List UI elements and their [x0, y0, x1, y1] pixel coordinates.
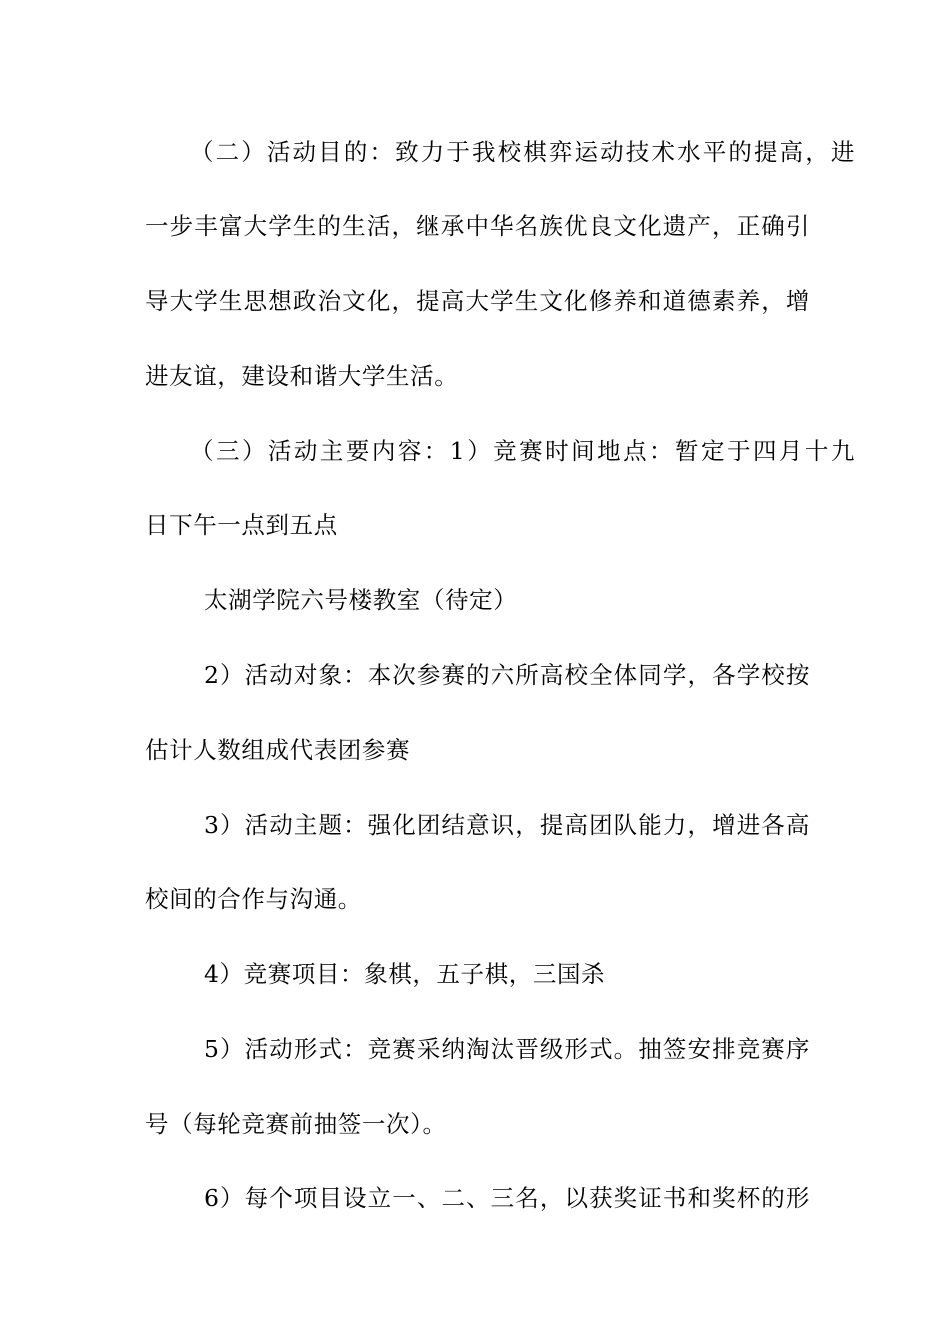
paragraph-line-3: 导大学生思想政治文化，提高大学生文化修养和道德素养，增: [145, 287, 810, 315]
paragraph-line-15: 6）每个项目设立一、二、三名，以获奖证书和奖杯的形: [204, 1184, 810, 1212]
paragraph-line-8: 2）活动对象：本次参赛的六所高校全体同学，各学校按: [204, 661, 810, 689]
paragraph-line-11: 校间的合作与沟通。: [145, 885, 362, 913]
paragraph-line-10: 3）活动主题：强化团结意识，提高团队能力，增进各高: [204, 811, 810, 839]
paragraph-line-13: 5）活动形式：竞赛采纳淘汰晋级形式。抽签安排竞赛序: [204, 1035, 810, 1063]
paragraph-line-14: 号（每轮竞赛前抽签一次）。: [145, 1110, 447, 1138]
paragraph-line-4: 进友谊，建设和谐大学生活。: [145, 362, 459, 390]
paragraph-line-12: 4）竞赛项目：象棋，五子棋，三国杀: [204, 960, 606, 988]
paragraph-line-5: （三）活动主要内容：1）竞赛时间地点：暂定于四月十九: [190, 437, 855, 465]
paragraph-line-6: 日下午一点到五点: [145, 511, 338, 539]
paragraph-line-7: 太湖学院六号楼教室（待定）: [204, 586, 518, 614]
paragraph-line-9: 估计人数组成代表团参赛: [145, 736, 411, 764]
paragraph-line-1: （二）活动目的：致力于我校棋弈运动技术水平的提高，进: [190, 138, 855, 166]
paragraph-line-2: 一步丰富大学生的生活，继承中华名族优良文化遗产，正确引: [145, 212, 810, 240]
